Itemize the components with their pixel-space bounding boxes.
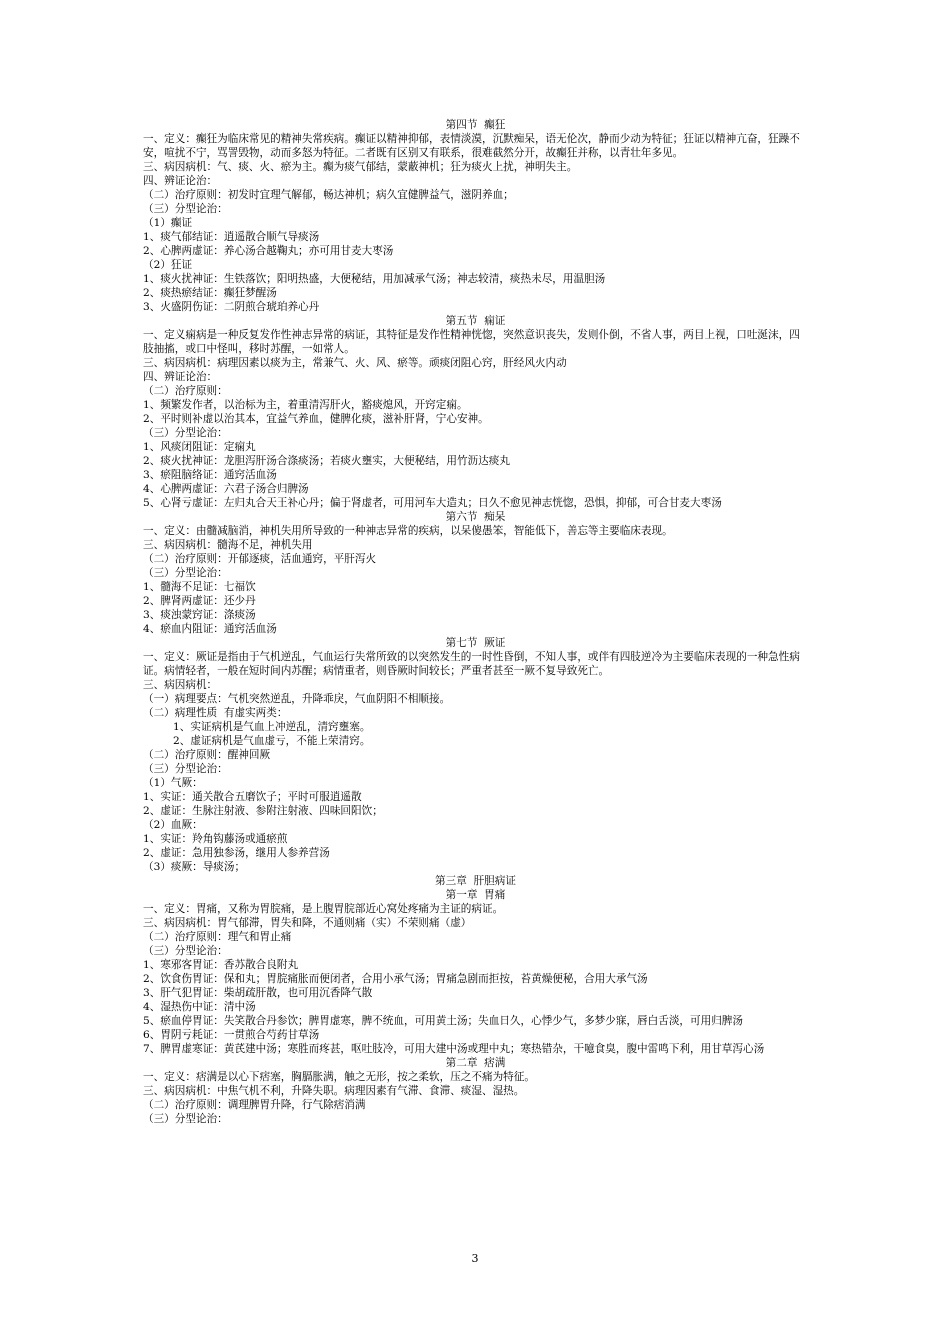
page-number: 3: [471, 1252, 479, 1265]
text-line: （2）血厥：: [143, 819, 203, 831]
text-line: 一、定义痫病是一种反复发作性神志异常的病证，其特征是发作性精神恍惚，突然意识丧失，发则仆倒，不省人事，两目上视，口吐涎沫，四肢抽搐，或口中怪叫，移时苏醒，一如常人。: [143, 329, 800, 355]
text-line: 4、心脾两虚证：六君子汤合归脾汤: [143, 483, 309, 495]
text-line: 一、定义：由髓减脑消，神机失用所导致的一种神志异常的疾病，以呆傻愚笨，智能低下，善忘等主要临床表现。: [143, 525, 673, 537]
text-line: 三、病因病机：气、痰、火、瘀为主。癫为痰气郁结，蒙蔽神机；狂为痰火上扰，神明失主。: [143, 161, 578, 173]
text-line: 2、脾肾两虚证：还少丹: [143, 595, 256, 607]
text-line: （三）分型论治：: [143, 203, 228, 215]
text-line: （二）治疗原则：开郁逐痰，活血通窍，平肝泻火: [143, 553, 377, 565]
text-line: 2、虚证：急用独参汤，继用人参养营汤: [143, 847, 330, 859]
text-line: （三）分型论治：: [143, 567, 228, 579]
text-line: 3、肝气犯胃证：柴胡疏肝散，也可用沉香降气散: [143, 987, 373, 999]
text-line: 1、风痰闭阻证：定痫丸: [143, 441, 256, 453]
text-line: 2、痰热瘀结证：癫狂梦醒汤: [143, 287, 277, 299]
text-line: 一、定义：厥证是指由于气机逆乱，气血运行失常所致的以突然发生的一时性昏倒，不知人事，或伴有四肢逆冷为主要临床表现的一种急性病证。病情轻者，一般在短时间内苏醒；病情重者，则昏厥时间较长；严重者甚至一厥不复导致死亡。: [143, 651, 800, 677]
text-line: 1、髓海不足证：七福饮: [143, 581, 256, 593]
text-line: 2、平时则补虚以治其本，宜益气养血，健脾化痰，滋补肝肾，宁心安神。: [143, 413, 489, 425]
section-heading: 第七节 厥证: [445, 637, 506, 649]
text-line: （一）病理要点：气机突然逆乱，升降乖戾，气血阴阳不相顺接。: [143, 693, 451, 705]
text-line: 3、瘀阻脑络证：通窍活血汤: [143, 469, 277, 481]
text-line: 四、辨证论治：: [143, 371, 218, 383]
text-line: 四、辨证论治：: [143, 175, 218, 187]
text-line: （三）分型论治：: [143, 763, 228, 775]
text-line: 5、瘀血停胃证：失笑散合丹参饮；脾胃虚寒，脾不统血，可用黄土汤；失血日久，心悸少气，多梦少寐，唇白舌淡，可用归脾汤: [143, 1015, 743, 1027]
text-line: （二）治疗原则：理气和胃止痛: [143, 931, 292, 943]
text-line: （三）分型论治：: [143, 945, 228, 957]
text-line: 三、病因病机：: [143, 679, 218, 691]
text-line: （三）分型论治：: [143, 1113, 228, 1125]
text-line: 1、痰气郁结证：逍遥散合顺气导痰汤: [143, 231, 320, 243]
text-line: 5、心肾亏虚证：左归丸合天王补心丹；偏于肾虚者，可用河车大造丸；日久不愈见神志恍惚，恐惧，抑郁，可合甘麦大枣汤: [143, 497, 722, 509]
text-line: 3、痰浊蒙窍证：涤痰汤: [143, 609, 256, 621]
text-line: 一、定义：胃痛，又称为胃脘痛，是上腹胃脘部近心窝处疼痛为主证的病证。: [143, 903, 504, 915]
section-heading: 第六节 痴呆: [445, 511, 506, 523]
text-line: 3、火盛阴伤证：二阴煎合琥珀养心丹: [143, 301, 320, 313]
text-line: 2、饮食伤胃证：保和丸；胃脘痛胀而便闭者，合用小承气汤；胃痛急剧而拒按，苔黄燥便秘，合用大承气汤: [143, 973, 648, 985]
text-line: 1、频繁发作者，以治标为主，着重清泻肝火，豁痰熄风，开窍定痫。: [143, 399, 468, 411]
document-body: [143, 118, 808, 1126]
text-line: （二）病理性质 有虚实两类：: [143, 707, 288, 719]
text-line: 三、病因病机：胃气郁滞，胃失和降，不通则痛（实）不荣则痛（虚）: [143, 917, 472, 929]
section-heading: 第二章 痞满: [445, 1057, 506, 1069]
text-line: 三、病因病机：病理因素以痰为主，常兼气、火、风、瘀等。顽痰闭阻心窍，肝经风火内动: [143, 357, 567, 369]
text-line: 三、病因病机：髓海不足，神机失用: [143, 539, 313, 551]
text-line: 2、虚证：生脉注射液、参附注射液、四味回阳饮；: [143, 805, 383, 817]
text-line: （三）分型论治：: [143, 427, 228, 439]
section-heading: 第一章 胃痛: [445, 889, 506, 901]
text-line: （二）治疗原则：初发时宜理气解郁，畅达神机；病久宜健脾益气，滋阴养血；: [143, 189, 514, 201]
text-line: 1、痰火扰神证：生铁落饮；阳明热盛，大便秘结，用加减承气汤；神志较清，痰热未尽，用温胆汤: [143, 273, 606, 285]
section-heading: 第四节 癫狂: [445, 119, 506, 131]
text-line: 一、定义：痞满是以心下痞塞，胸膈胀满，触之无形，按之柔软，压之不痛为特征。: [143, 1071, 535, 1083]
section-heading: 第五节 痫证: [445, 315, 506, 327]
text-line: 三、病因病机：中焦气机不利，升降失职。病理因素有气滞、食滞、痰湿、湿热。: [143, 1085, 525, 1097]
text-line: （3）痰厥：导痰汤；: [143, 861, 246, 873]
text-line: 一、定义：癫狂为临床常见的精神失常疾病。癫证以精神抑郁，表情淡漠，沉默痴呆，语无伦次，静而少动为特征；狂证以精神亢奋，狂躁不安，喧扰不宁，骂詈毁物，动而多怒为特征。二者既有区别又有联系，很难截然分开，故癫狂并称，以青壮年多见。: [143, 133, 800, 159]
text-line: 1、寒邪客胃证：香苏散合良附丸: [143, 959, 299, 971]
text-line: 2、心脾两虚证：养心汤合越鞠丸；亦可用甘麦大枣汤: [143, 245, 394, 257]
text-line: （二）治疗原则：醒神回厥: [143, 749, 271, 761]
text-line: 4、湿热伤中证：清中汤: [143, 1001, 256, 1013]
text-line: 6、胃阴亏耗证：一贯煎合芍药甘草汤: [143, 1029, 320, 1041]
text-line: 1、实证病机是气血上冲逆乱，清窍壅塞。: [173, 721, 371, 733]
text-line: 7、脾胃虚寒证：黄芪建中汤；寒胜而疼甚，呕吐肢冷，可用大建中汤或理中丸；寒热错杂，干噫食臭，腹中雷鸣下利，用甘草泻心汤: [143, 1043, 765, 1055]
text-line: 2、虚证病机是气血虚亏，不能上荣清窍。: [173, 735, 371, 747]
text-line: （二）治疗原则：: [143, 385, 228, 397]
text-line: （2）狂证: [143, 259, 193, 271]
section-heading: 第三章 肝胆病证: [435, 875, 516, 887]
text-line: 2、痰火扰神证：龙胆泻肝汤合涤痰汤；若痰火壅实，大便秘结，用竹沥达痰丸: [143, 455, 510, 467]
text-line: （1）癫证: [143, 217, 193, 229]
text-line: 4、瘀血内阻证：通窍活血汤: [143, 623, 277, 635]
text-line: （二）治疗原则：调理脾胃升降，行气除痞消满: [143, 1099, 366, 1111]
text-line: （1）气厥：: [143, 777, 203, 789]
text-line: 1、实证：羚角钩藤汤或通瘀煎: [143, 833, 288, 845]
text-line: 1、实证：通关散合五磨饮子；平时可服逍遥散: [143, 791, 362, 803]
